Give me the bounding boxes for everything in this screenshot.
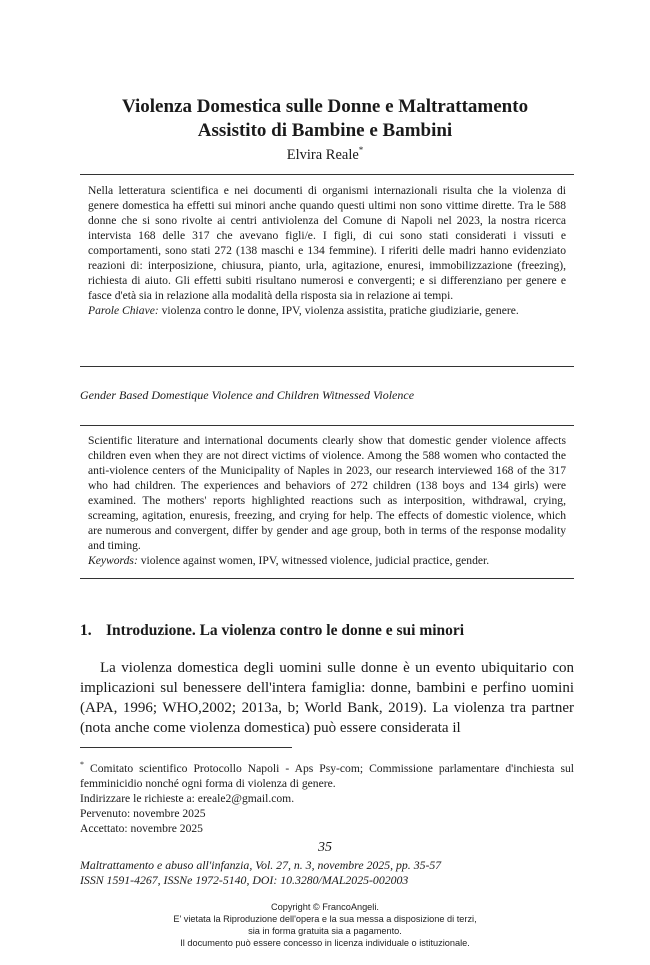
section-title: Introduzione. La violenza contro le donne e sui minori	[106, 622, 465, 639]
footnotes	[80, 757, 574, 836]
abstract-it-top-rule	[80, 174, 574, 175]
abstract-en-top-rule	[80, 425, 574, 426]
footnote-affiliation	[80, 757, 574, 791]
section-number: 1.	[80, 622, 92, 639]
journal-citation: Maltrattamento e abuso all'infanzia, Vol. 27, n. 3, novembre 2025, pp. 35-57	[80, 858, 442, 872]
author	[60, 141, 590, 164]
keywords-en: violence against women, IPV, witnessed violence, judicial practice, gender.	[137, 554, 490, 567]
abstract-it-bottom-rule	[80, 366, 574, 367]
page-number: 35	[318, 840, 332, 855]
title-line-1: Violenza Domestica sulle Donne e Maltrattamento	[121, 96, 529, 117]
abstract-en-bottom-rule	[80, 578, 574, 579]
footnote-accepted: Accettato: novembre 2025	[80, 821, 203, 835]
paper-title	[60, 95, 590, 143]
keywords-it: violenza contro le donne, IPV, violenza assistita, pratiche giudiziarie, genere.	[158, 304, 519, 317]
journal-issn-doi: ISSN 1591-4267, ISSNe 1972-5140, DOI: 10.3280/MAL2025-002003	[80, 873, 409, 887]
abstract-italian	[88, 183, 566, 318]
copyright-line-3: sia in forma gratuita sia a pagamento.	[248, 926, 402, 936]
author-name: Elvira Reale	[286, 146, 359, 163]
abstract-italian-text: Nella letteratura scientifica e nei documenti di organismi internazionali risulta che la violenza di genere domestica ha effetti sui minori anche quando questi ultimi non sono vittime dirette. Tra le 588 donne che si sono rivolte ai centri antiviolenza del Comune di Napoli nel 2023, la nostra ricerca intervista 168 delle 317 che avevano figli/e. I figli, di cui sono stati considerati i vissuti e comportamenti, sono stati 272 (138 maschi e 134 femmine). I riferiti delle madri hanno evidenziato reazioni di: interposizione, chiusura, pianto, urla, agitazione, enuresi, immobilizzazione (freezing), richiesta di aiuto. Gli effetti subiti risultano numerosi e convergenti; e si differenziano per genere e fasce d'età sia in relazione alla modalità della risposta sia in relazione ai tempi.	[88, 184, 566, 302]
footnote-contact: Indirizzare le richieste a: ereale2@gmail.com.	[80, 791, 295, 805]
footnote-mark: *	[80, 760, 84, 769]
author-footnote-mark: *	[358, 145, 364, 155]
footnote-rule	[80, 747, 292, 748]
copyright-line-2: E' vietata la Riproduzione dell'opera e la sua messa a disposizione di terzi,	[173, 914, 477, 924]
copyright-notice	[0, 901, 650, 949]
footnote-affiliation-text: Comitato scientifico Protocollo Napoli - Aps Psy-com; Commissione parlamentare d'inchiesta sul femminicidio nonché ogni forma di violenza di genere.	[80, 761, 574, 790]
copyright-line-4: Il documento può essere concesso in licenza individuale o istituzionale.	[180, 938, 470, 948]
footnote-received: Pervenuto: novembre 2025	[80, 806, 206, 820]
keywords-it-label: Parole Chiave:	[88, 304, 159, 317]
journal-info	[80, 858, 580, 888]
title-line-2: Assistito di Bambine e Bambini	[197, 120, 453, 141]
english-title: Gender Based Domestique Violence and Children Witnessed Violence	[80, 388, 415, 402]
copyright-line-1: Copyright © FrancoAngeli.	[271, 902, 379, 912]
abstract-english	[88, 433, 566, 568]
keywords-en-label: Keywords:	[88, 554, 138, 567]
body-text	[80, 658, 574, 738]
abstract-english-text: Scientific literature and international documents clearly show that domestic gender violence affects children even when they are not direct victims of violence. Among the 588 women who contacted the anti-violence centers of the Municipality of Naples in 2023, our research interviewed 168 of the 317 who had children. The experiences and behaviors of 272 children (138 boys and 134 girls) were examined. The mothers' reports highlighted reactions such as interposition, withdrawal, crying, screaming, agitation, enuresis, freezing, and crying for help. The effects of domestic violence, which are numerous and convergent, differ by gender and age group, both in terms of the response modality and timing.	[88, 434, 566, 552]
section-heading	[80, 621, 580, 641]
intro-paragraph: La violenza domestica degli uomini sulle donne è un evento ubiquitario con implicazioni sul benessere dell'intera famiglia: donne, bambini e perfino uomini (APA, 1996; WHO,2002; 2013a, b; World Bank, 2019). La violenza tra partner (nota anche come violenza domestica) può essere considerata il	[80, 660, 574, 736]
